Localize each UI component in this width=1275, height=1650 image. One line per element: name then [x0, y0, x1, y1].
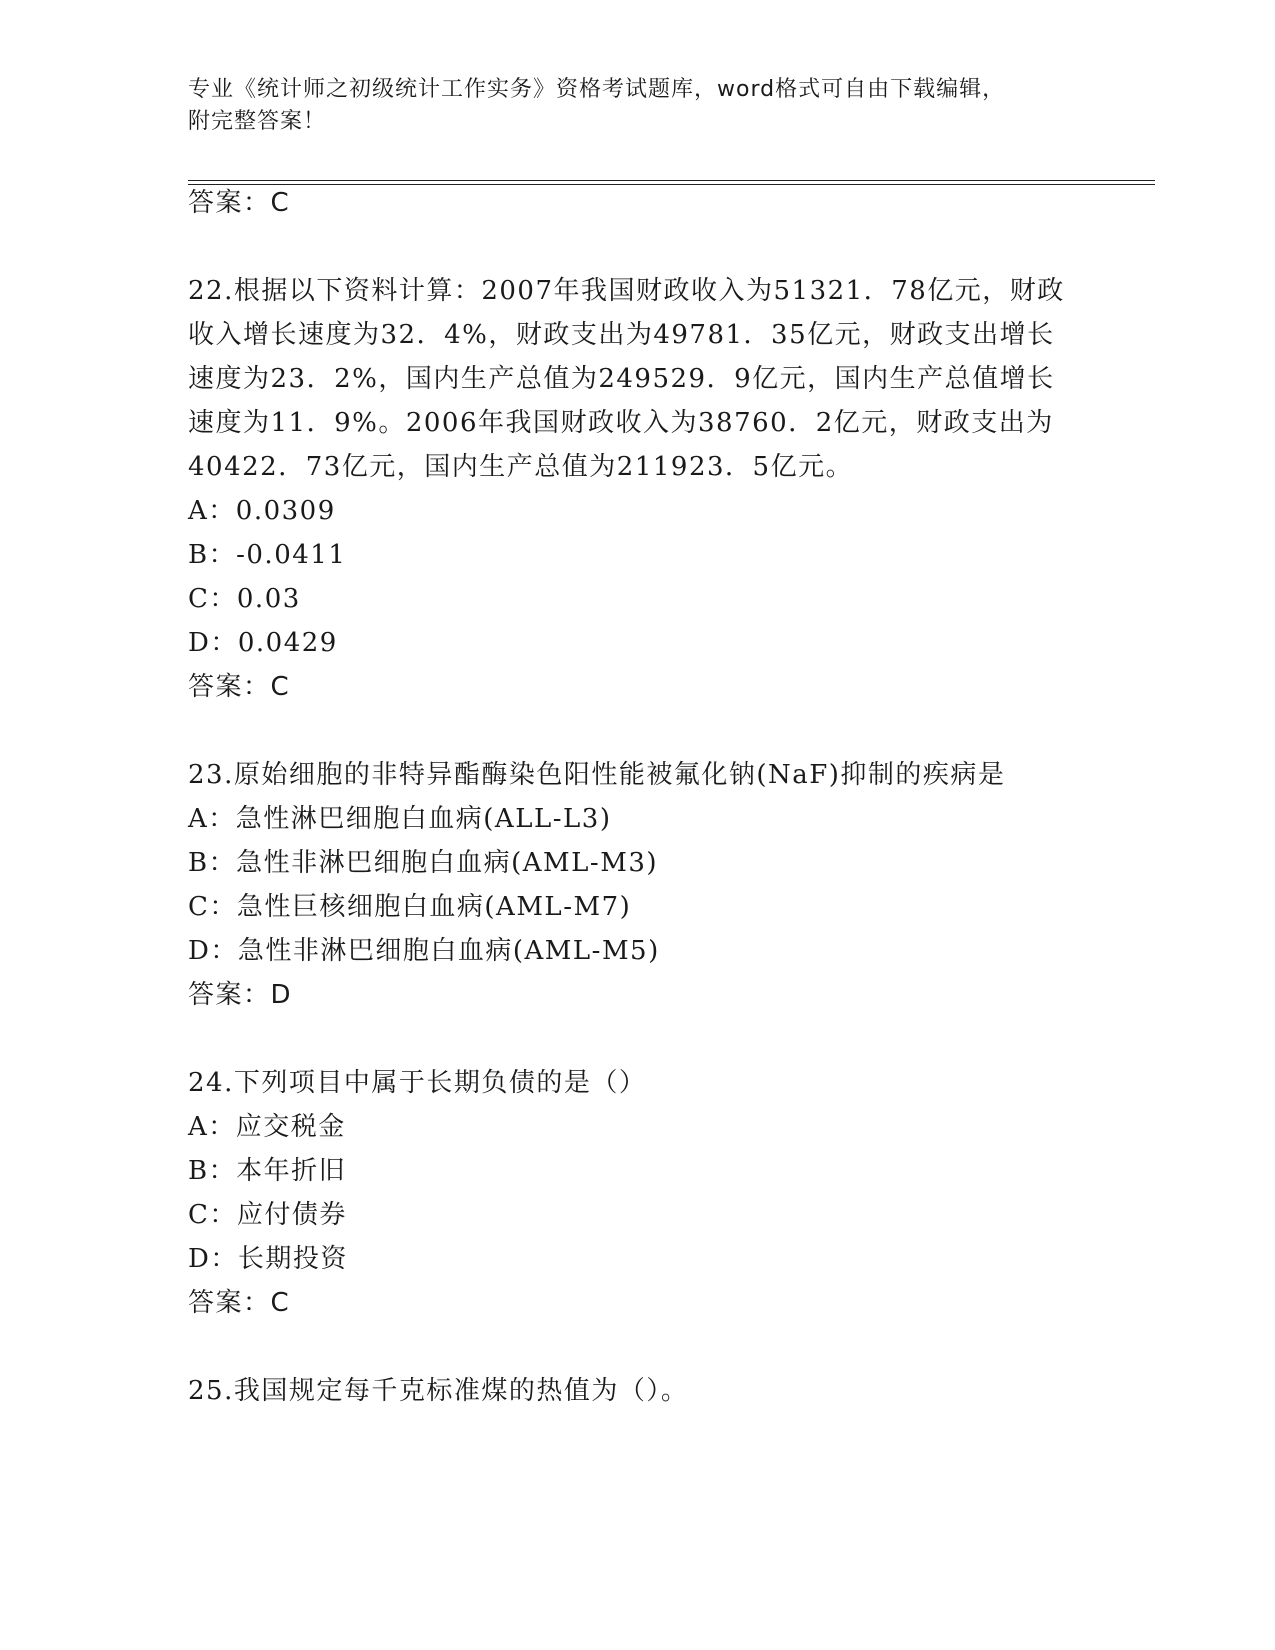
q23-option-c: C：急性巨核细胞白血病(AML-M7)	[188, 892, 632, 922]
q24-option-a: A：应交税金	[188, 1112, 346, 1142]
header-line-2: 附完整答案！	[188, 109, 327, 134]
q23-option-d: D：急性非淋巴细胞白血病(AML-M5)	[188, 936, 660, 966]
q23-option-b: B：急性非淋巴细胞白血病(AML-M3)	[188, 848, 659, 878]
header-line-1: 专业《统计师之初级统计工作实务》资格考试题库，word格式可自由下载编辑，	[188, 77, 1006, 102]
q24-answer: 答案：C	[188, 1288, 291, 1318]
q22-line-1: 22.根据以下资料计算：2007年我国财政收入为51321．78亿元，财政	[188, 276, 1065, 306]
q24-option-b: B：本年折旧	[188, 1156, 347, 1186]
q22-option-d: D：0.0429	[188, 628, 338, 658]
q22-line-4: 速度为11．9%。2006年我国财政收入为38760．2亿元，财政支出为	[188, 408, 1054, 438]
q22-option-a: A：0.0309	[188, 496, 336, 526]
q22-line-2: 收入增长速度为32．4%，财政支出为49781．35亿元，财政支出增长	[188, 320, 1055, 350]
header-divider-top	[188, 180, 1155, 181]
q23-answer: 答案：D	[188, 980, 293, 1010]
q25-question: 25.我国规定每千克标准煤的热值为（）。	[188, 1376, 689, 1406]
header-divider-bottom	[188, 184, 1155, 185]
q23-question: 23.原始细胞的非特异酯酶染色阳性能被氟化钠(NaF)抑制的疾病是	[188, 760, 1006, 790]
q22-answer: 答案：C	[188, 672, 291, 702]
document-header	[188, 74, 1088, 138]
q23-option-a: A：急性淋巴细胞白血病(ALL-L3)	[188, 804, 612, 834]
q22-option-c: C：0.03	[188, 584, 301, 614]
q22-option-b: B：-0.0411	[188, 540, 347, 570]
q22-line-5: 40422．73亿元，国内生产总值为211923．5亿元。	[188, 452, 854, 482]
q24-option-c: C：应付债券	[188, 1200, 347, 1230]
q22-line-3: 速度为23．2%，国内生产总值为249529．9亿元，国内生产总值增长	[188, 364, 1055, 394]
answer-top: 答案：C	[188, 188, 291, 218]
q24-question: 24.下列项目中属于长期负债的是（）	[188, 1068, 647, 1098]
q24-option-d: D：长期投资	[188, 1244, 348, 1274]
